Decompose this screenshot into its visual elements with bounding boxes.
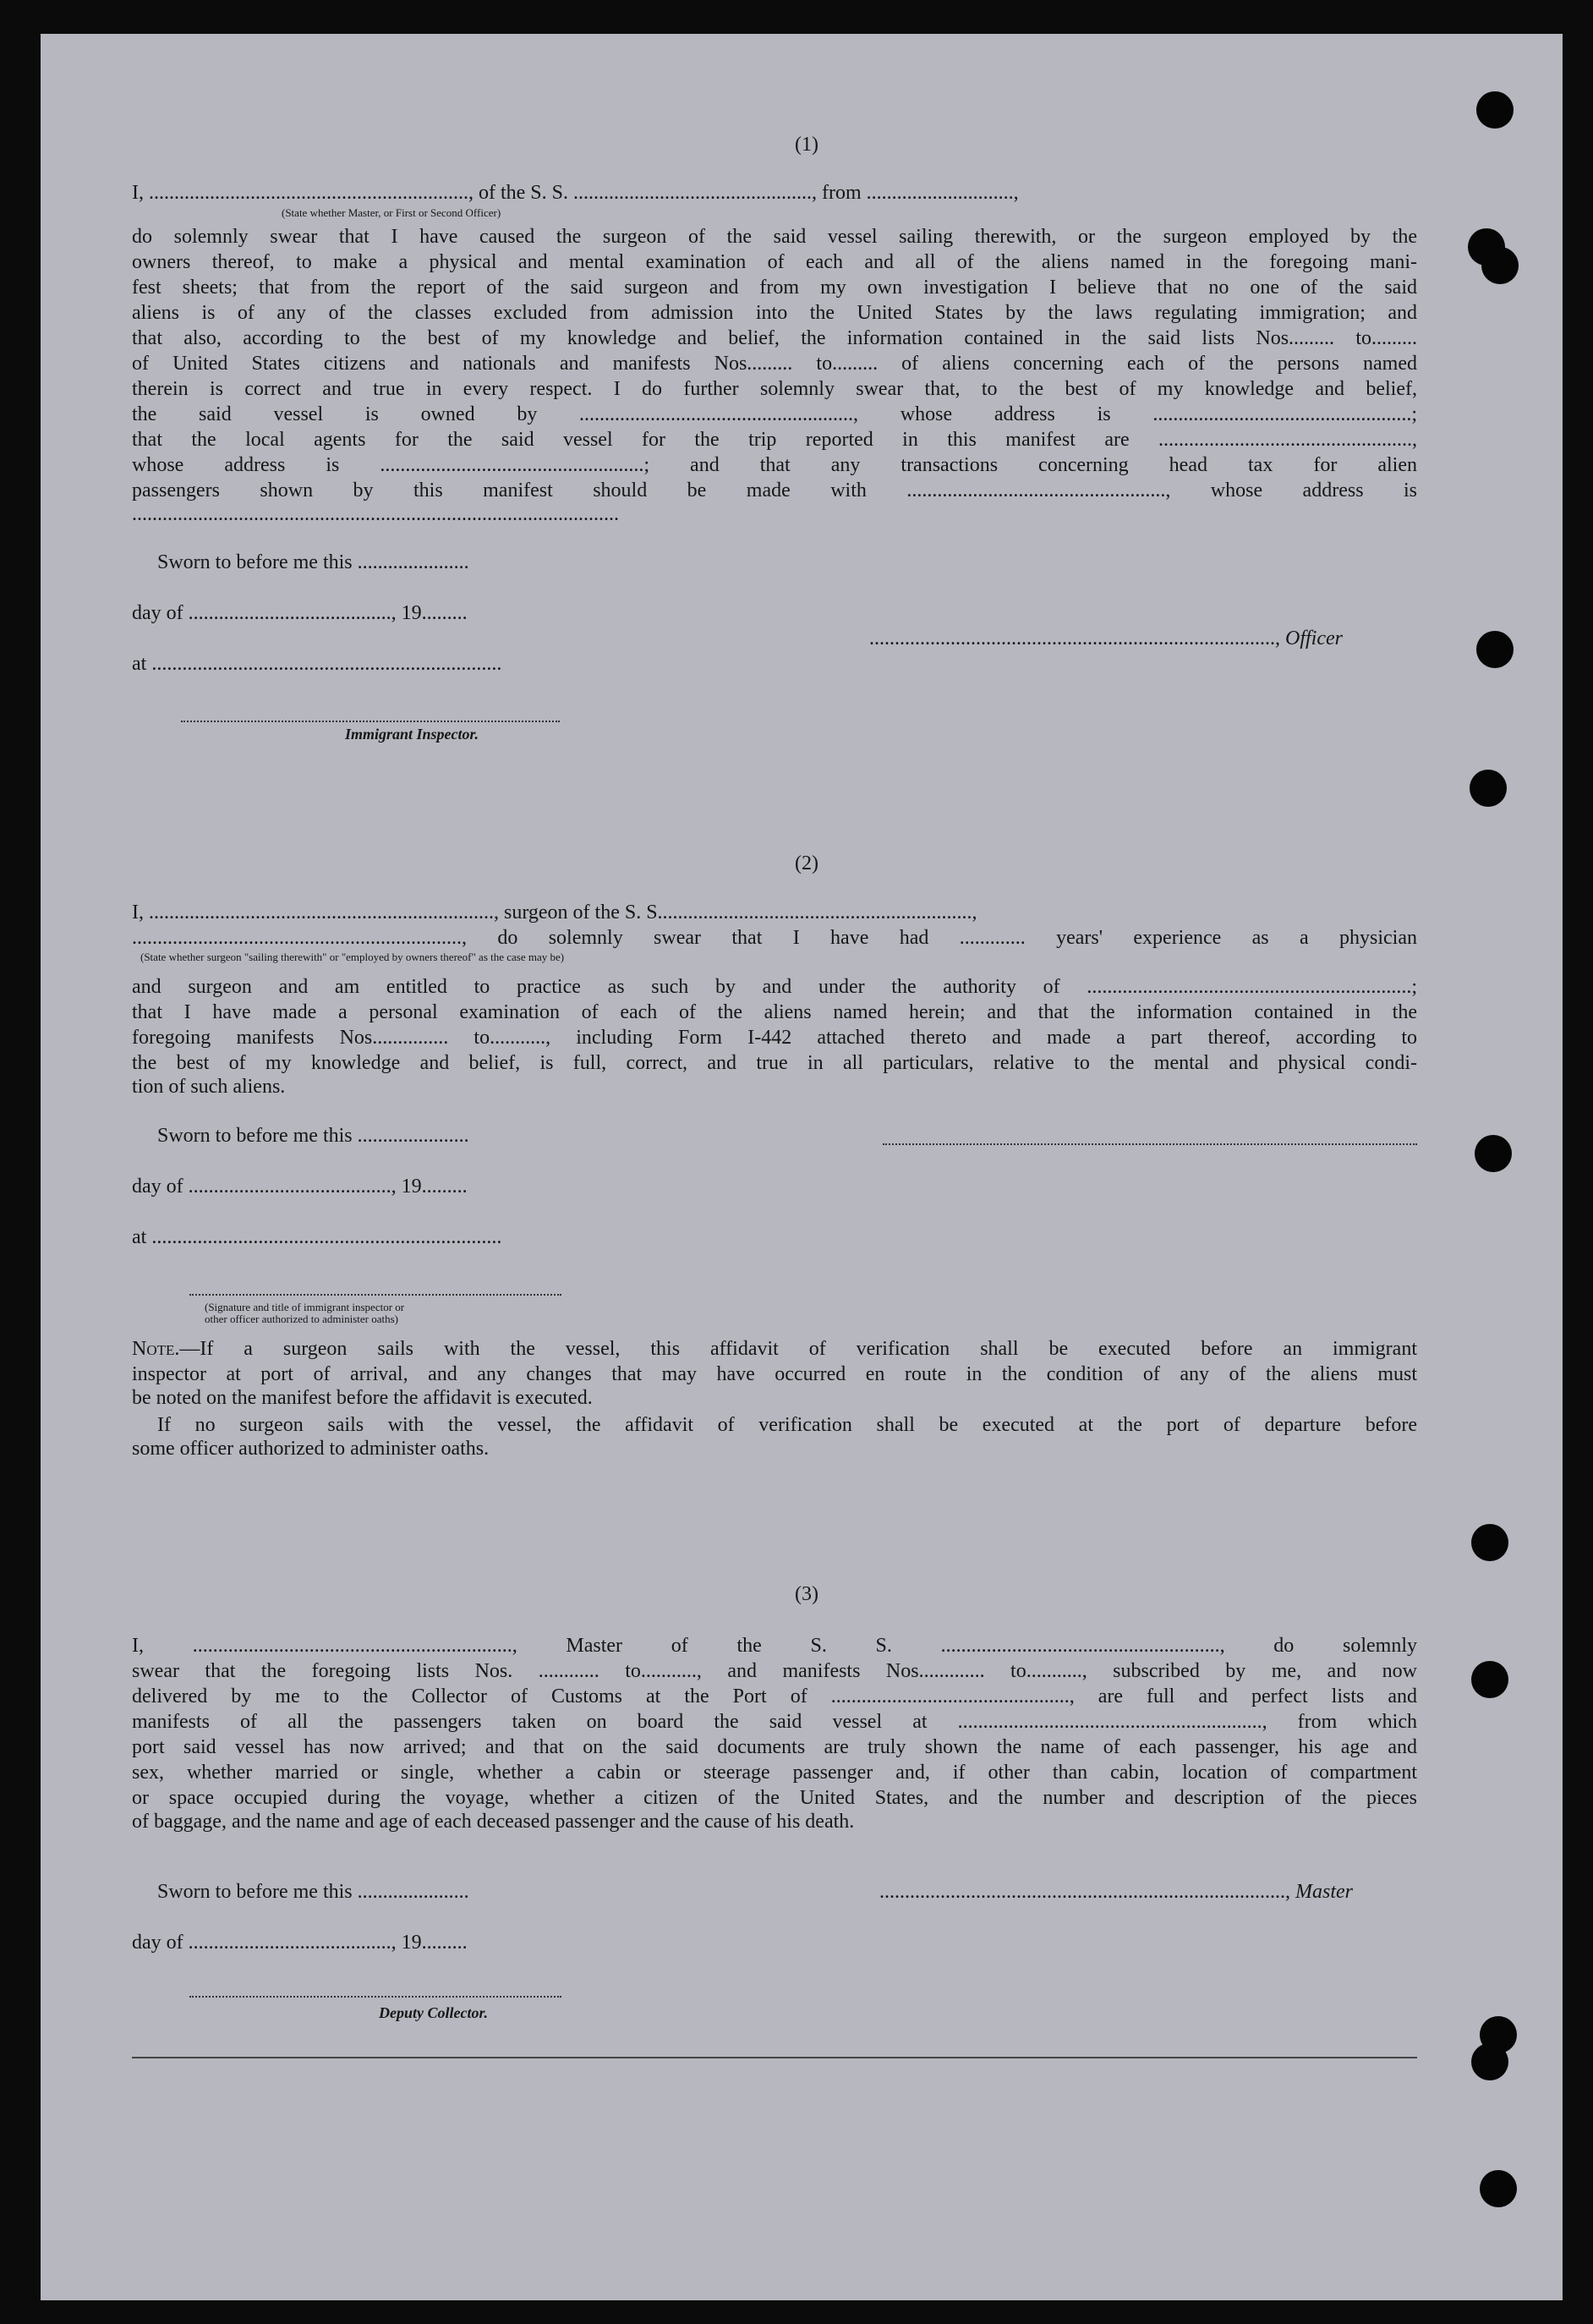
- section-3-line: of baggage, and the name and age of each deceased passenger and the cause of his death.: [132, 1811, 855, 1833]
- note-line: some officer authorized to administer oaths.: [132, 1438, 490, 1460]
- section-1-line: therein is correct and true in every respect. I do further solemnly swear that, to the best of my knowledge and belief,: [132, 378, 1417, 400]
- officer-label: Officer: [1285, 628, 1343, 650]
- punch-hole: [1471, 2043, 1508, 2080]
- section-1-oath-opening: I, ..............................................................., of the S. S. ..............................................., from .............................,: [132, 182, 1019, 204]
- section-2-line: tion of such aliens.: [132, 1076, 286, 1098]
- section-1-line: do solemnly swear that I have caused the surgeon of the said vessel sailing therewith, or the surgeon employed by the: [132, 226, 1417, 248]
- at-line: at .....................................................................: [132, 1226, 502, 1248]
- master-label: Master: [1295, 1881, 1353, 1903]
- bottom-rule: [132, 2057, 1417, 2058]
- section-3-number: (3): [795, 1583, 818, 1605]
- section-1-line: that also, according to the best of my knowledge and belief, the information contained in the said lists Nos......... to.........: [132, 327, 1417, 349]
- section-1-number: (1): [795, 134, 818, 156]
- section-1-line: whose address is ....................................................; and that any transactions concerning head tax for alien: [132, 454, 1417, 476]
- note-line: inspector at port of arrival, and any changes that may have occurred en route in the condition of any of the aliens must: [132, 1363, 1417, 1385]
- signature-caption: (Signature and title of immigrant inspector or: [205, 1301, 405, 1313]
- section-3-line: I, ..............................................................., Master of the S. S. ......................................................., do solemnly: [132, 1635, 1417, 1657]
- punch-hole: [1471, 1661, 1508, 1698]
- section-1-line: ................................................................................................: [132, 503, 619, 525]
- surgeon-signature-rule: [883, 1143, 1417, 1145]
- section-2-caption: (State whether surgeon "sailing therewith" or "employed by owners thereof" as the case may be): [140, 951, 565, 963]
- section-1-line: owners thereof, to make a physical and mental examination of each and all of the aliens named in the foregoing mani-: [132, 251, 1417, 273]
- note-line: If no surgeon sails with the vessel, the affidavit of verification shall be executed at the port of departure before: [157, 1414, 1417, 1436]
- section-2-line: and surgeon and am entitled to practice as such by and under the authority of ................................................................;: [132, 976, 1417, 998]
- inspector-signature-rule: [181, 721, 560, 722]
- deputy-collector-label: Deputy Collector.: [379, 2004, 488, 2021]
- section-1-line: fest sheets; that from the report of the said surgeon and from my own investigation I believe that no one of the said: [132, 277, 1417, 299]
- section-3-line: manifests of all the passengers taken on board the said vessel at ............................................................, from which: [132, 1711, 1417, 1733]
- section-1-caption: (State whether Master, or First or Second Officer): [282, 206, 501, 219]
- section-3-line: port said vessel has now arrived; and that on the said documents are truly shown the name of each passenger, his age and: [132, 1736, 1417, 1758]
- collector-signature-rule: [189, 1996, 561, 1998]
- at-line: at .....................................................................: [132, 653, 502, 675]
- punch-hole: [1470, 770, 1507, 807]
- master-dots: ................................................................................,: [879, 1881, 1295, 1903]
- punch-hole: [1480, 2170, 1517, 2207]
- master-signature-line: [879, 1881, 1353, 1904]
- section-3-line: sex, whether married or single, whether a cabin or steerage passenger and, if other than cabin, location of compartment: [132, 1762, 1417, 1784]
- sworn-line: Sworn to before me this ......................: [157, 1881, 469, 1903]
- officer-dots: ................................................................................,: [869, 628, 1285, 650]
- section-1-line: that the local agents for the said vessel for the trip reported in this manifest are ..................................................,: [132, 429, 1417, 451]
- note-line: be noted on the manifest before the affidavit is executed.: [132, 1387, 593, 1409]
- punch-hole: [1476, 91, 1514, 129]
- section-1-line: the said vessel is owned by ......................................................, whose address is ...................................................;: [132, 403, 1417, 425]
- note-text: —If a surgeon sails with the vessel, this affidavit of verification shall be executed before an immigrant: [179, 1338, 1417, 1360]
- section-3-line: swear that the foregoing lists Nos. ............ to..........., and manifests Nos............. to..........., subscribed by me, and now: [132, 1660, 1417, 1682]
- note-label: Note.: [132, 1338, 180, 1360]
- section-2-line: ................................................................., do solemnly swear that I have had ............. years' experience as a physician: [132, 927, 1417, 949]
- sworn-line: Sworn to before me this ......................: [157, 1125, 469, 1147]
- officer-signature-line: [869, 628, 1343, 650]
- section-3-line: delivered by me to the Collector of Customs at the Port of ..............................................., are full and perfect lists and: [132, 1685, 1417, 1707]
- punch-hole: [1475, 1135, 1512, 1172]
- punch-hole: [1481, 247, 1519, 284]
- sworn-line: Sworn to before me this ......................: [157, 551, 469, 573]
- immigrant-inspector-label: Immigrant Inspector.: [345, 726, 479, 743]
- signature-caption: other officer authorized to administer oaths): [205, 1313, 398, 1325]
- section-2-line: the best of my knowledge and belief, is full, correct, and true in all particulars, relative to the mental and physical condi-: [132, 1052, 1417, 1074]
- inspector-signature-rule: [189, 1294, 561, 1296]
- section-1-line: of United States citizens and nationals and manifests Nos......... to......... of aliens concerning each of the persons named: [132, 353, 1417, 375]
- document-page: [41, 34, 1563, 2300]
- section-2-number: (2): [795, 852, 818, 874]
- section-2-line: foregoing manifests Nos............... to..........., including Form I-442 attached thereto and made a part thereof, according to: [132, 1027, 1417, 1049]
- section-2-oath-opening: I, ...................................................................., surgeon of the S. S..............................................................,: [132, 902, 977, 924]
- punch-hole: [1471, 1524, 1508, 1561]
- punch-hole: [1476, 631, 1514, 668]
- section-1-line: aliens is of any of the classes excluded from admission into the United States by the laws regulating immigration; and: [132, 302, 1417, 324]
- section-2-line: that I have made a personal examination of each of the aliens named herein; and that the information contained in the: [132, 1001, 1417, 1023]
- note-line: [132, 1336, 1417, 1362]
- section-1-line: passengers shown by this manifest should be made with ..................................................., whose address is: [132, 480, 1417, 502]
- day-line: day of ........................................, 19.........: [132, 602, 468, 624]
- day-line: day of ........................................, 19.........: [132, 1932, 468, 1954]
- day-line: day of ........................................, 19.........: [132, 1176, 468, 1198]
- section-3-line: or space occupied during the voyage, whether a citizen of the United States, and the number and description of the pieces: [132, 1787, 1417, 1809]
